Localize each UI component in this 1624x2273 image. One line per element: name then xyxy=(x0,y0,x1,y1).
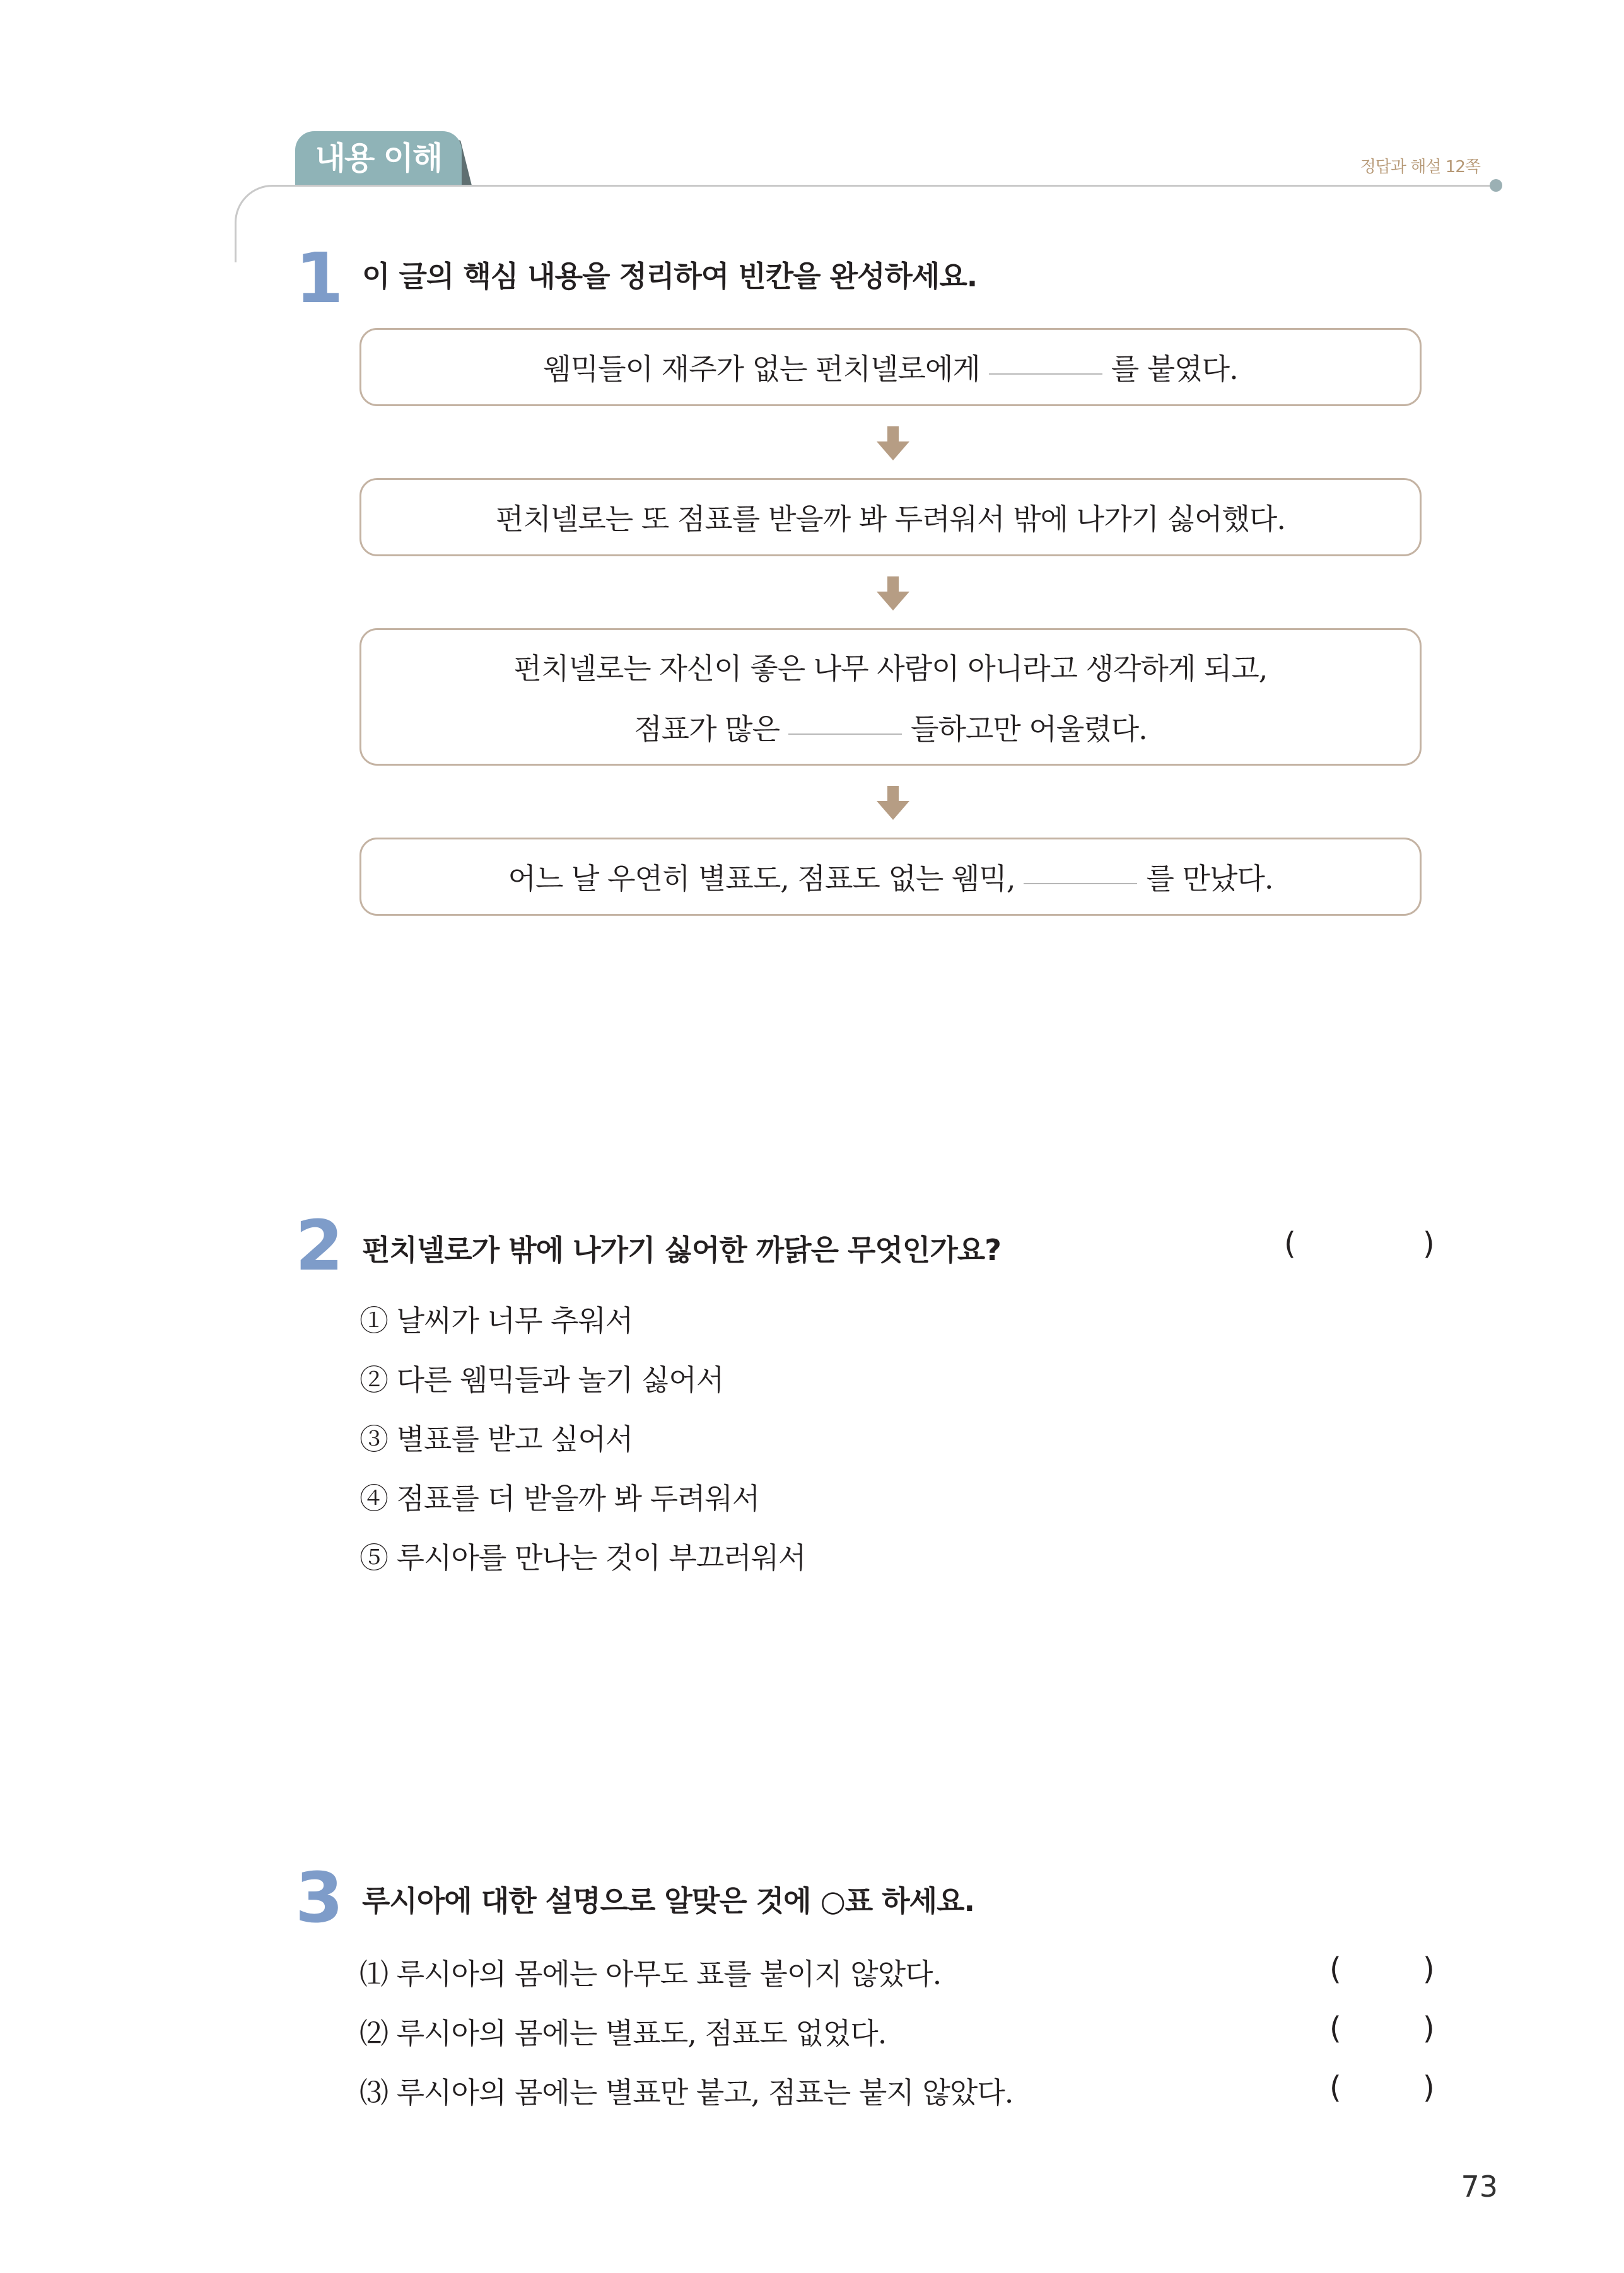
header-rule-dot xyxy=(1490,179,1502,192)
answer-paren-close: ) xyxy=(1423,2011,1435,2046)
question-3-title: 루시아에 대한 설명으로 알맞은 것에 ○표 하세요. xyxy=(362,1884,974,1918)
answer-reference: 정답과 해설 12쪽 xyxy=(1360,158,1480,177)
answer-blank-3[interactable] xyxy=(1024,883,1137,884)
header-rule xyxy=(309,185,1496,187)
answer-box-3-1[interactable] xyxy=(1346,1949,1420,1989)
flow-box-3-text-before: 점표가 많은 xyxy=(634,712,780,746)
answer-paren-close: ) xyxy=(1423,1226,1435,1261)
flow-box-4-text-after: 를 만났다. xyxy=(1146,862,1273,896)
option-3[interactable]: ③ 별표를 받고 싶어서 xyxy=(359,1422,633,1456)
down-arrow-icon xyxy=(877,426,909,460)
flow-box-1-text-after: 를 붙였다. xyxy=(1111,352,1238,386)
answer-paren-open: ( xyxy=(1329,2070,1341,2105)
question-2-number: 2 xyxy=(295,1205,344,1286)
flow-box-2 xyxy=(359,478,1422,556)
question-1-number: 1 xyxy=(295,238,344,318)
flow-box-1-text-before: 웸믹들이 재주가 없는 펀치넬로에게 xyxy=(543,352,980,386)
question-3-number: 3 xyxy=(295,1857,344,1938)
answer-paren-open: ( xyxy=(1329,1951,1341,1987)
statement-1: ⑴ 루시아의 몸에는 아무도 표를 붙이지 않았다. xyxy=(359,1957,942,1991)
answer-blank-2[interactable] xyxy=(788,733,902,735)
flow-box-2-text: 펀치넬로는 또 점표를 받을까 봐 두려워서 밖에 나가기 싫어했다. xyxy=(496,502,1285,536)
answer-paren-close: ) xyxy=(1423,1951,1435,1987)
option-4[interactable]: ④ 점표를 더 받을까 봐 두려워서 xyxy=(359,1481,760,1516)
answer-paren-close: ) xyxy=(1423,2070,1435,2105)
statement-2: ⑵ 루시아의 몸에는 별표도, 점표도 없었다. xyxy=(359,2016,887,2050)
answer-paren-open: ( xyxy=(1329,2011,1341,2046)
question-2-title: 펀치넬로가 밖에 나가기 싫어한 까닭은 무엇인가요? xyxy=(362,1233,1001,1267)
answer-box-q2[interactable] xyxy=(1302,1224,1415,1265)
flow-box-3-line-1: 펀치넬로는 자신이 좋은 나무 사람이 아니라고 생각하게 되고, xyxy=(513,652,1268,686)
answer-paren-open: ( xyxy=(1284,1226,1296,1261)
answer-blank-1[interactable] xyxy=(989,373,1102,375)
answer-box-3-2[interactable] xyxy=(1346,2008,1420,2048)
flow-box-4 xyxy=(359,838,1422,916)
flow-box-4-text-before: 어느 날 우연히 별표도, 점표도 없는 웸믹, xyxy=(508,862,1015,896)
down-arrow-icon xyxy=(877,576,909,611)
flow-box-3 xyxy=(359,628,1422,766)
option-5[interactable]: ⑤ 루시아를 만나는 것이 부끄러워서 xyxy=(359,1541,806,1575)
down-arrow-icon xyxy=(877,786,909,820)
flow-box-3-text-after: 들하고만 어울렸다. xyxy=(911,712,1147,746)
question-1-title: 이 글의 핵심 내용을 정리하여 빈칸을 완성하세요. xyxy=(362,259,978,293)
answer-box-3-3[interactable] xyxy=(1346,2067,1420,2108)
flow-box-1 xyxy=(359,328,1422,406)
section-tab: 내용 이해 xyxy=(295,131,462,185)
option-1[interactable]: ① 날씨가 너무 추워서 xyxy=(359,1304,633,1338)
statement-3: ⑶ 루시아의 몸에는 별표만 붙고, 점표는 붙지 않았다. xyxy=(359,2076,1014,2110)
page-number: 73 xyxy=(1461,2170,1498,2204)
option-2[interactable]: ② 다른 웸믹들과 놀기 싫어서 xyxy=(359,1363,724,1397)
